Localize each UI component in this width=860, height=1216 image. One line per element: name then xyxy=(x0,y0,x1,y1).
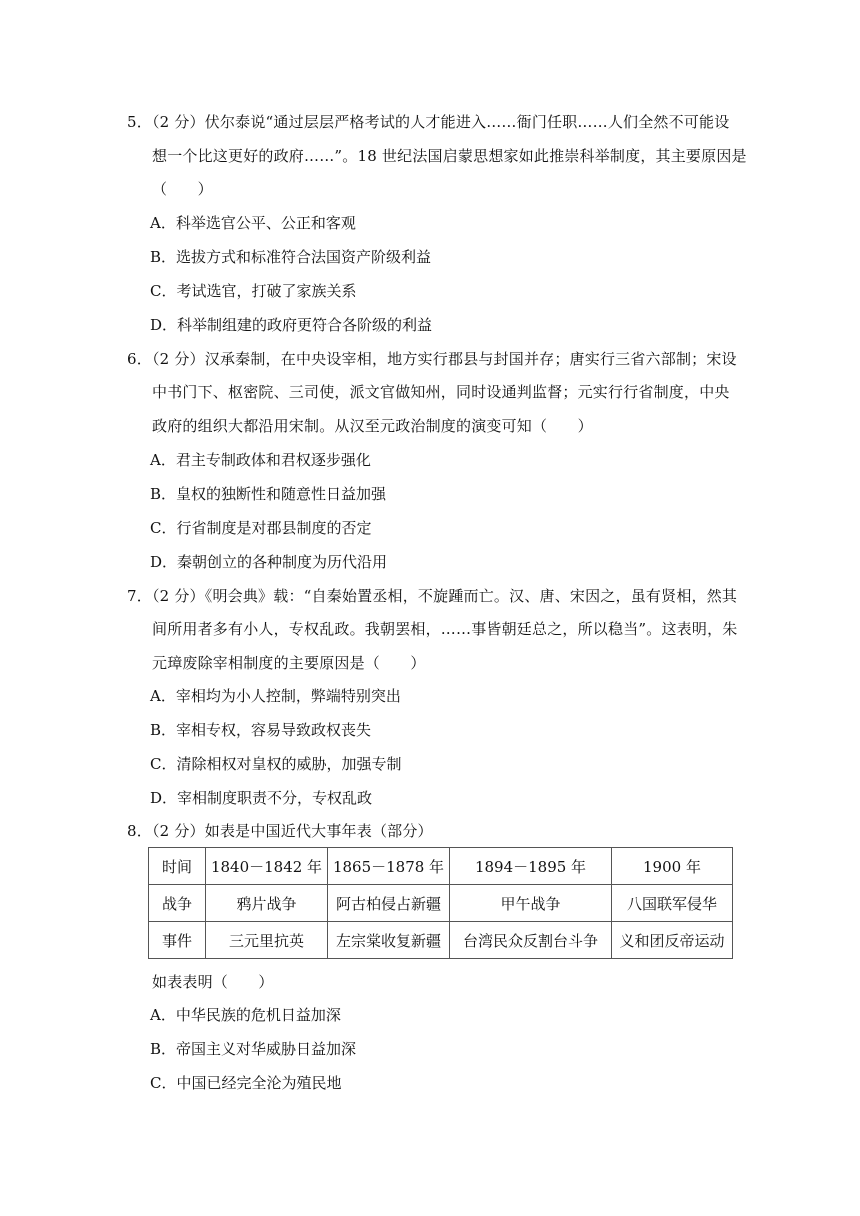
table-cell: 三元里抗英 xyxy=(206,922,328,959)
question-8-prompt: 如表表明（ ） xyxy=(152,973,274,991)
question-8-option-a[interactable]: A．中华民族的危机日益加深 xyxy=(150,1006,341,1024)
table-cell: 时间 xyxy=(149,848,206,885)
table-cell: 1894－1895 年 xyxy=(450,848,612,885)
question-8-option-b[interactable]: B．帝国主义对华威胁日益加深 xyxy=(150,1040,357,1058)
table-cell: 阿古柏侵占新疆 xyxy=(328,885,450,922)
question-6-option-b[interactable]: B．皇权的独断性和随意性日益加强 xyxy=(150,485,387,503)
question-6-option-c[interactable]: C．行省制度是对郡县制度的否定 xyxy=(150,519,372,537)
question-5-line-2: 想一个比这更好的政府……”。18 世纪法国启蒙思想家如此推崇科举制度，其主要原因是 xyxy=(152,147,747,165)
question-7-option-b[interactable]: B．宰相专权，容易导致政权丧失 xyxy=(150,721,372,739)
table-cell: 1840－1842 年 xyxy=(206,848,328,885)
table-row xyxy=(149,848,733,885)
table-cell: 事件 xyxy=(149,922,206,959)
question-5-line-3: （ ） xyxy=(152,180,213,198)
question-6-option-d[interactable]: D．秦朝创立的各种制度为历代沿用 xyxy=(150,553,388,571)
question-5-option-b[interactable]: B．选拔方式和标准符合法国资产阶级利益 xyxy=(150,248,432,266)
table-cell: 1900 年 xyxy=(612,848,733,885)
question-5-option-d[interactable]: D．科举制组建的政府更符合各阶级的利益 xyxy=(150,316,433,334)
question-6-line-3: 政府的组织大都沿用宋制。从汉至元政治制度的演变可知（ ） xyxy=(152,417,593,435)
question-7-line-2: 间所用者多有小人，专权乱政。我朝罢相，……事皆朝廷总之，所以稳当”。这表明，朱 xyxy=(152,620,738,638)
question-7-line-3: 元璋废除宰相制度的主要原因是（ ） xyxy=(152,654,426,672)
question-6-line-2: 中书门下、枢密院、三司使，派文官做知州，同时设通判监督；元实行行省制度，中央 xyxy=(152,383,730,401)
events-table xyxy=(148,847,733,959)
question-6-option-a[interactable]: A．君主专制政体和君权逐步强化 xyxy=(150,451,371,469)
question-7-option-a[interactable]: A．宰相均为小人控制，弊端特别突出 xyxy=(150,687,401,705)
question-7-option-d[interactable]: D．宰相制度职责不分，专权乱政 xyxy=(150,789,373,807)
table-cell: 1865－1878 年 xyxy=(328,848,450,885)
table-cell: 战争 xyxy=(149,885,206,922)
table-row xyxy=(149,885,733,922)
question-7-option-c[interactable]: C．清除相权对皇权的威胁，加强专制 xyxy=(150,755,402,773)
question-8-option-c[interactable]: C．中国已经完全沦为殖民地 xyxy=(150,1074,342,1092)
question-5-option-c[interactable]: C．考试选官，打破了家族关系 xyxy=(150,282,357,300)
table-cell: 左宗棠收复新疆 xyxy=(328,922,450,959)
table-cell: 鸦片战争 xyxy=(206,885,328,922)
table-row xyxy=(149,922,733,959)
question-6-line-1: 6．（2 分）汉承秦制，在中央设宰相，地方实行郡县与封国并存；唐实行三省六部制；宋设 xyxy=(127,350,737,368)
table-cell: 甲午战争 xyxy=(450,885,612,922)
question-7-line-1: 7．（2 分）《明会典》载：“自秦始置丞相，不旋踵而亡。汉、唐、宋因之，虽有贤相，然其 xyxy=(127,587,738,605)
question-5-option-a[interactable]: A．科举选官公平、公正和客观 xyxy=(150,214,356,232)
question-8-line-1: 8．（2 分）如表是中国近代大事年表（部分） xyxy=(127,822,433,840)
table-cell: 八国联军侵华 xyxy=(612,885,733,922)
question-5-line-1: 5．（2 分）伏尔泰说“通过层层严格考试的人才能进入……衙门任职……人们全然不可能设 xyxy=(127,113,730,131)
table-cell: 台湾民众反割台斗争 xyxy=(450,922,612,959)
table-cell: 义和团反帝运动 xyxy=(612,922,733,959)
